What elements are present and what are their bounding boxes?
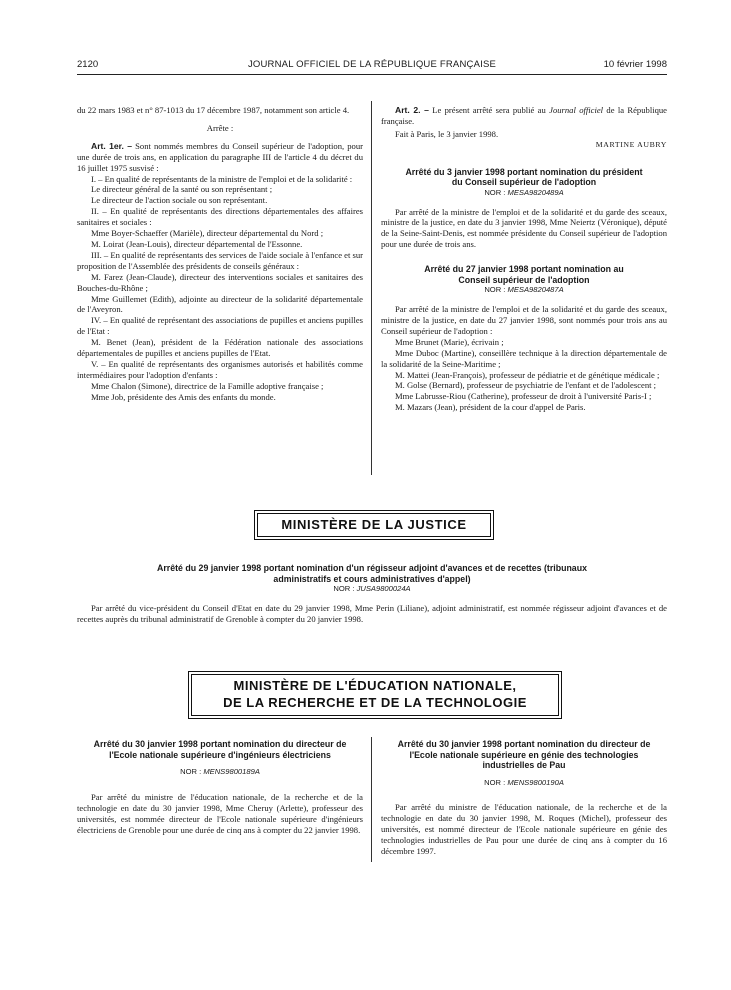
ministry-heading-education: [191, 674, 559, 716]
column-divider: [371, 101, 372, 475]
article-label: Art. 2. –: [395, 105, 429, 115]
issue-date: 10 février 1998: [603, 59, 667, 70]
paragraph: du 22 mars 1983 et n° 87-1013 du 17 décembre 1987, notamment son article 4.: [77, 105, 350, 115]
place-date: Fait à Paris, le 3 janvier 1998.: [395, 128, 499, 139]
nor-code: MENS9800189A: [203, 767, 260, 776]
nor-label: NOR :: [180, 767, 204, 776]
list-item: M. Farez (Jean-Claude), directeur des interventions sociales et sanitaires des Bouches-du-Rhône ;: [77, 271, 363, 293]
ministry-line: MINISTÈRE DE L'ÉDUCATION NATIONALE,: [233, 678, 517, 693]
journal-title: JOURNAL OFFICIEL DE LA RÉPUBLIQUE FRANÇAISE: [247, 59, 497, 70]
nor-label: NOR :: [484, 777, 508, 787]
list-item: M. Mattei (Jean-François), professeur de pédiatrie et de génétique médicale ;: [395, 369, 660, 380]
ministry-heading-justice: MINISTÈRE DE LA JUSTICE: [257, 513, 491, 537]
nor-label: NOR :: [484, 285, 508, 295]
nor-code: MENS9800190A: [507, 777, 564, 787]
list-item: M. Golse (Bernard), professeur de psychiatrie de l'enfant et de l'adolescent ;: [395, 380, 657, 391]
section-ii-heading: II. – En qualité de représentants des directions départementales des affaires sanitaires et sociales :: [77, 206, 363, 228]
ministry-line: DE LA RECHERCHE ET DE LA TECHNOLOGIE: [223, 695, 527, 710]
article-text: Le présent arrêté sera publié au: [428, 105, 550, 115]
header-rule: [77, 74, 667, 75]
list-item: M. Benet (Jean), président de la Fédération nationale des associations départementales de pupilles et anciens pupilles de l'Etat.: [77, 337, 363, 359]
journal-name: Journal officiel: [549, 105, 604, 115]
article-text: de la République française.: [381, 105, 668, 126]
nor-reference: [77, 767, 363, 778]
list-item: Mme Duboc (Martine), conseillère technique à la direction départementale de la solidarité de la Seine-Maritime ;: [381, 347, 667, 369]
section-iii-heading: III. – En qualité de représentants des services de l'aide sociale à l'enfance et sur proposition de l'Assemblée des présidents de conseils généraux :: [77, 249, 364, 271]
section-v-heading: V. – En qualité de représentants des organismes autorisés et habilités comme intermédiaires pour l'adoption d'enfants :: [77, 358, 363, 380]
decree-title: Arrêté du 30 janvier 1998 portant nomination du directeur de l'Ecole nationale supérieure en génie des technologies industrielles de Pau: [397, 739, 651, 770]
list-item: Le directeur général de la santé ou son représentant ;: [91, 184, 273, 195]
list-item: Le directeur de l'action sociale ou son représentant.: [91, 195, 268, 206]
article-1: [77, 141, 363, 174]
decree-title: Arrêté du 27 janvier 1998 portant nomination au Conseil supérieur de l'adoption: [424, 264, 624, 285]
decree-body: Par arrêté de la ministre de l'emploi et de la solidarité et du garde des sceaux, ministre de la justice, en date du 3 janvier 1998, Mme Neiertz (Véronique), député de la Seine-Saint-Denis, est nommée présidente du Conseil supérieur de l'adoption pour une durée de trois ans.: [381, 206, 667, 250]
list-item: Mme Guillemet (Edith), adjointe au directeur de la solidarité départementale de l'Aveyron.: [77, 293, 363, 315]
decree-body: Par arrêté du ministre de l'éducation nationale, de la recherche et de la technologie en date du 30 janvier 1998, Mme Cheruy (Arlette), professeur des universités, est nommée directeur de l'Ecole nationale supérieure d'ingénieurs électriciens de Grenoble pour une durée de cinq ans à compter du 22 janvier 1998.: [77, 791, 363, 835]
decree-title: Arrêté du 30 janvier 1998 portant nomination du directeur de l'Ecole nationale supérieure d'ingénieurs électriciens: [93, 739, 347, 760]
article-label: Art. 1er. –: [91, 140, 133, 151]
column-divider: [371, 737, 372, 862]
decree-body: Par arrêté de la ministre de l'emploi et de la solidarité et du garde des sceaux, ministre de la justice, en date du 27 janvier 1998, sont nommés pour trois ans au Conseil supérieur de l'adoption :: [381, 304, 667, 336]
running-header: [77, 59, 667, 73]
left-column: [77, 105, 363, 403]
nor-code: MESA9820489A: [507, 187, 564, 197]
decree-title: Arrêté du 29 janvier 1998 portant nomination d'un régisseur adjoint d'avances et de recettes (tribunaux administratifs et cours administratives d'appel): [157, 563, 587, 584]
decree-body: Par arrêté du vice-président du Conseil d'Etat en date du 29 janvier 1998, Mme Perin (Liliane), adjoint administratif, est nommée régisseur adjoint d'avances et de recettes auprès du tribunal administratif de Grenoble à compter du 20 janvier 1998.: [77, 602, 667, 624]
decree-title: Arrêté du 3 janvier 1998 portant nomination du président du Conseil supérieur de l'adoption: [405, 166, 643, 188]
list-item: Mme Labrusse-Riou (Catherine), professeur de droit à l'université Paris-I ;: [395, 391, 652, 402]
education-left-column: [77, 739, 363, 836]
nor-code: MESA9820487A: [507, 285, 564, 295]
page-number: 2120: [77, 59, 99, 70]
article-text: Sont nommés membres du Conseil supérieur de l'adoption, pour une durée de trois ans, en application du paragraphe III de l'article 4 du décret du 16 juillet 1975 susvisé :: [77, 140, 364, 173]
nor-reference: [77, 584, 667, 595]
education-right-column: [381, 739, 667, 857]
nor-code: JUSA9800024A: [356, 584, 411, 593]
list-item: Mme Brunet (Marie), écrivain ;: [395, 336, 504, 347]
list-item: Mme Job, présidente des Amis des enfants du monde.: [91, 391, 276, 402]
nor-label: NOR :: [484, 187, 508, 197]
article-2: [381, 105, 667, 127]
right-column: [381, 105, 667, 413]
list-item: M. Mazars (Jean), président de la cour d'appel de Paris.: [395, 402, 586, 413]
decree-body: Par arrêté du ministre de l'éducation nationale, de la recherche et de la technologie en date du 30 janvier 1998, M. Roques (Michel), professeur des universités, est nommé directeur de l'Ecole nationale supérieure en génie des technologies industrielles de Pau pour une durée de cinq ans à compter du 16 décembre 1997.: [381, 802, 667, 857]
section-iv-heading: IV. – En qualité de représentant des associations de pupilles et anciens pupilles de l'Etat :: [77, 315, 363, 337]
list-item: M. Loirat (Jean-Louis), directeur départemental de l'Essonne.: [91, 238, 303, 249]
nor-reference: [381, 188, 667, 199]
section-i-heading: I. – En qualité de représentants de la ministre de l'emploi et de la solidarité :: [91, 173, 353, 184]
nor-reference: [381, 778, 667, 789]
nor-reference: [381, 285, 667, 296]
list-item: Mme Chalon (Simone), directrice de la Famille adoptive française ;: [91, 380, 324, 391]
list-item: Mme Boyer-Schaeffer (Marièle), directeur départemental du Nord ;: [91, 228, 324, 239]
nor-label: NOR :: [333, 584, 357, 593]
signature: MARTINE AUBRY: [595, 139, 667, 149]
arrete-heading: Arrête :: [206, 122, 234, 133]
justice-section: [77, 563, 667, 625]
